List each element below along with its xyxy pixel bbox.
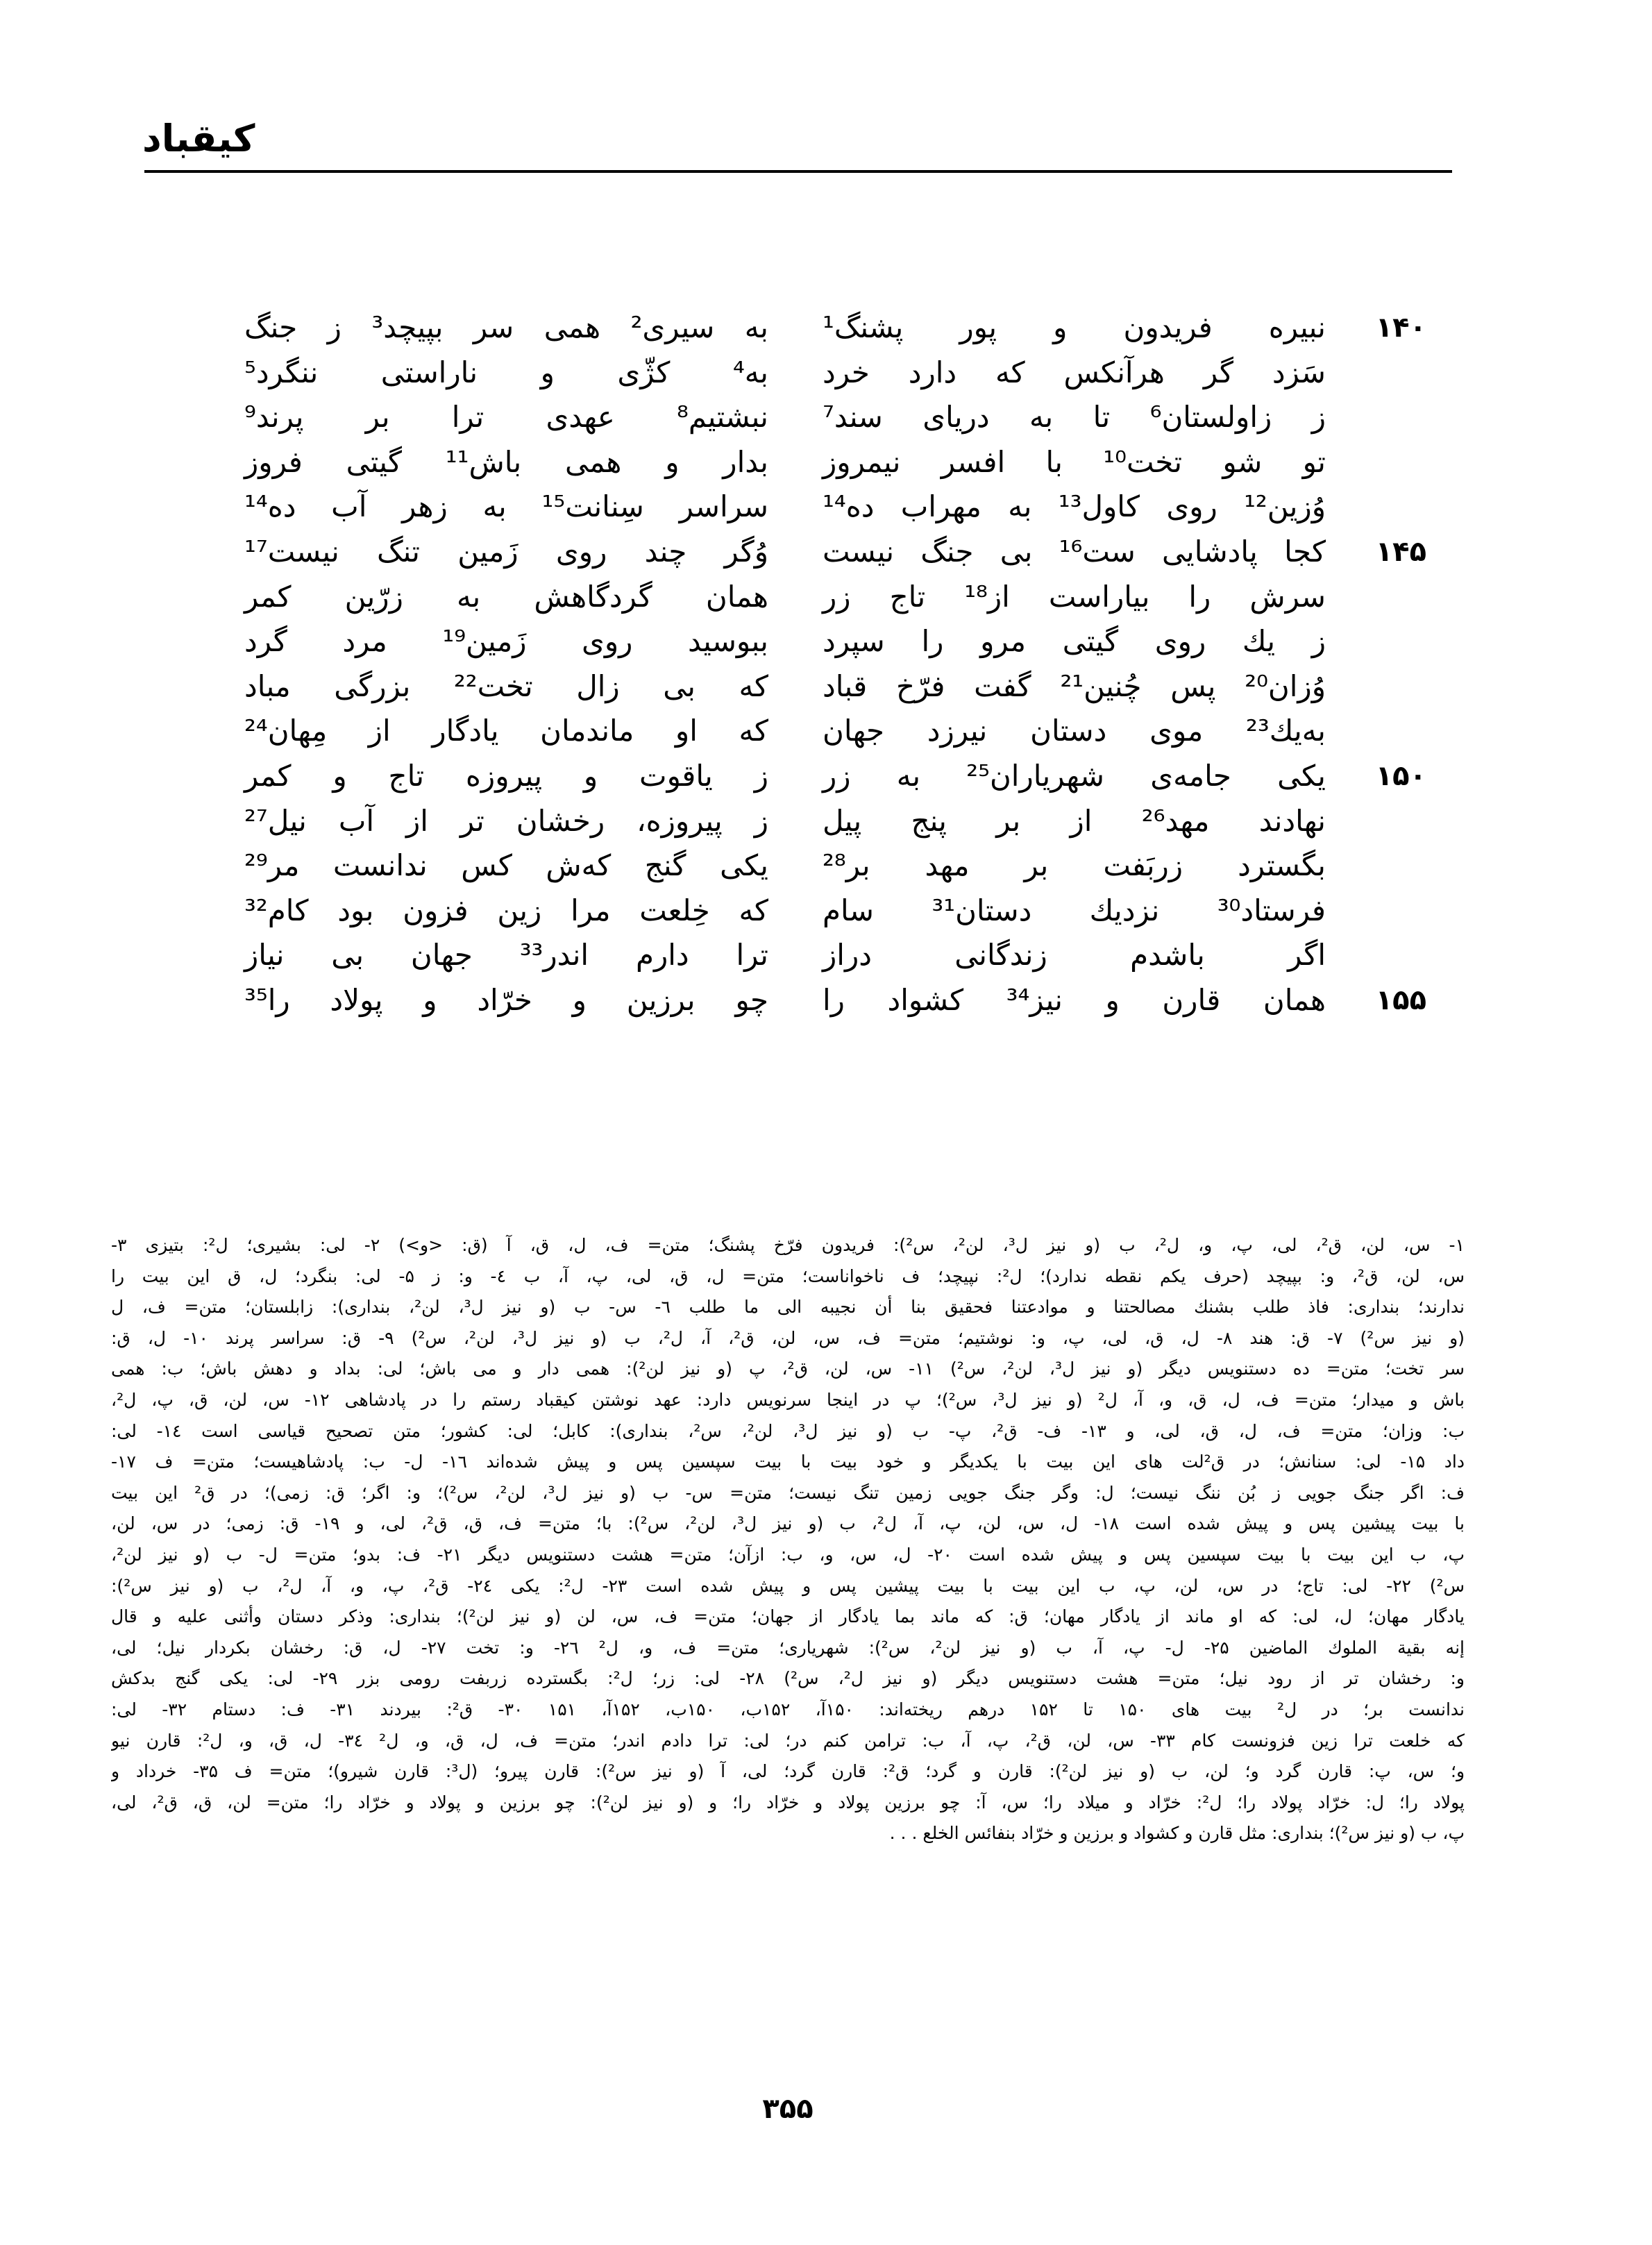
footnote-line: و: رخشان تر از رود نیل؛ متن= هشت دستنویس دیگر (و نیز ل²، س²) ۲۸- لی: زر؛ ل²: بگسترده زربفت رومی بزر ۲۹- لی: یکی گنج بدکش — [111, 1668, 1465, 1689]
footnote-line: س، لن، ق²، و: بپیچد (حرف یکم نقطه ندارد)؛ ل²: نپیچد؛ ف ناخواناست؛ متن= ل، ق، لی، پ، آ، ب ٤- و: ز ۵- لی: بنگرد؛ ل، ق این بیت را — [111, 1266, 1465, 1286]
hemistich: وُزان²⁰ پس چُنین²¹ گفت فرّخ قباد — [823, 669, 1326, 703]
hemistich: سَزد گر هرآنکس که دارد خرد — [823, 355, 1326, 389]
hemistich: همان قارن و نیز³⁴ کشواد را — [823, 982, 1326, 1017]
footnote-line: سر تخت؛ متن= ده دستنویس دیگر (و نیز ل³، لن²، س²) ۱۱- س، لن، ق²، پ (و نیز لن²): همی دار و می باش؛ لی: بداد و دهش باش؛ ب: همی — [111, 1359, 1465, 1379]
hemistich: ترا دارم اندر³³ جهان بی نیاز — [244, 938, 768, 973]
hemistich: ز زاولستان⁶ تا به دریای سند⁷ — [823, 400, 1326, 435]
footnote-line: پولاد را؛ ل: خرّاد پولاد را؛ ل²: خرّاد و میلاد را؛ س، آ: چو برزین پولاد و خرّاد را؛ و (و نیز لن²): چو برزین و پولاد و خرّاد را؛ متن= لن، ق، ق²، لی، — [111, 1792, 1465, 1813]
hemistich: نبیره فریدون و پور پشنگ¹ — [823, 310, 1326, 344]
hemistich: وُگر چند روی زَمین تنگ نیست¹⁷ — [244, 534, 768, 569]
hemistich: ز پیروزه، رخشان تر از آب نیل²⁷ — [244, 803, 768, 838]
footnotes — [111, 1230, 1465, 1849]
footnote-line: یادگار مهان؛ ل، لی: که او ماند از یادگار مهان؛ ق: که ماند بما یادگار از جهان؛ متن= ف، س، لن (و نیز لن²)؛ بنداری: وذکر دستان وأثنی علیه و قال — [111, 1606, 1465, 1627]
verse-column-right — [823, 305, 1326, 1023]
hemistich: ببوسید روی زَمین¹⁹ مرد گرد — [244, 624, 768, 659]
hemistich: تو شو تخت¹⁰ با افسر نیمروز — [823, 444, 1326, 479]
hemistich: ز یك روی گیتی مرو را سپرد — [823, 624, 1326, 659]
hemistich: که خِلعت مرا زین فزون بود کام³² — [244, 893, 768, 927]
hemistich: وُزین¹² روی کاول¹³ به مهراب ده¹⁴ — [823, 489, 1326, 524]
verse-number: ۱۵۰ — [1375, 760, 1426, 792]
hemistich: بەیك²³ موی دستان نیرزد جهان — [823, 714, 1326, 748]
hemistich: سرش را بیاراست از¹⁸ تاج زر — [823, 579, 1326, 614]
hemistich: بدار و همی باش¹¹ گیتی فروز — [244, 444, 768, 479]
footnote-line: ف: اگر جنگ جویی ز بُن ننگ نیست؛ ل: وگر جنگ جویی زمین تنگ نیست؛ متن= س- ب (و نیز ل³، لن²، س²)؛ و: اگر؛ ق: زمی)؛ در ق² این بیت — [111, 1482, 1465, 1503]
footnote-line: و؛ س، پ: قارن گرد و؛ لن، ب (و نیز لن²): قارن و گرد؛ ق²: قارن گرد؛ لی، آ (و نیز س²): قارن پیرو؛ (ل³: قارن شیرو)؛ متن= ف ۳۵- خرداد و — [111, 1761, 1465, 1782]
footnote-line: ندانست بر؛ در ل² بیت های ۱۵۰ تا ۱۵۲ درهم ریخته‌اند: ۱۵۰آ، ۱۵۲ب، ۱۵۰ب، ۱۵۲آ، ۱۵۱ ۳۰- ق²: بیردند ۳۱- ف: دستام ۳۲- لی: — [111, 1699, 1465, 1720]
hemistich: همان گردگاهش به زرّین کمر — [244, 579, 768, 614]
running-title: کیقباد — [142, 117, 255, 160]
page-number: ۳۵۵ — [762, 2093, 814, 2125]
hemistich: که او ماندمان یادگار از مِهان²⁴ — [244, 714, 768, 748]
hemistich: نبشتیم⁸ عهدی ترا بر پرند⁹ — [244, 400, 768, 435]
verse-number: ۱۴۰ — [1375, 312, 1426, 344]
hemistich: چو برزین و خرّاد و پولاد را³⁵ — [244, 982, 768, 1017]
footnote-line: ب: وزان؛ متن= ف، ل، ق، لی، و ۱۳- ف- ق²، پ- ب (و نیز ل³، لن²، س²، بنداری): کابل؛ لی: کشور؛ متن تصحیح قیاسی است ۱٤- لی: — [111, 1420, 1465, 1441]
footnote-line: س²) ۲۲- لی: تاج؛ در س، لن، پ، ب این بیت با بیت پیشین پس و پیش شده است ۲۳- ل²: یکی ۲٤- ق²، پ، و، آ، ل²، ب (و نیز س²): — [111, 1575, 1465, 1596]
hemistich: فرستاد³⁰ نزدیك دستان³¹ سام — [823, 893, 1326, 927]
hemistich: ز یاقوت و پیروزه تاج و کمر — [244, 758, 768, 793]
footnote-line: ندارند؛ بنداری: فاذ طلب بشنك مصالحتنا و موادعتنا فحقیق بنا أن نجیبه الی ما طلب ٦- س- ب (و نیز ل³، لن²، بنداری): زابلستان؛ متن= ف، ل — [111, 1297, 1465, 1318]
hemistich: سراسر سِنانت¹⁵ به زهر آب ده¹⁴ — [244, 489, 768, 524]
footnote-line: داد ۱۵- لی: سنانش؛ در ق²لت های این بیت با یکدیگر و خود بیت با بیت سپسین پس و پیش شده‌اند ۱٦- ل- ب: پادشاهیست؛ متن= ف ۱۷- — [111, 1452, 1465, 1472]
header-rule — [144, 170, 1452, 173]
footnote-line: باش و میدار؛ متن= ف، ل، ق، و، آ، ل² (و نیز ل³، س²)؛ پ در اینجا سرنویس دارد: عهد نوشتن کیقباد رستم را در پادشاهی ۱۲- س، لن، ق، پ، ل²، — [111, 1389, 1465, 1410]
footnote-line: با بیت پیشین پس و پیش شده است ۱۸- ل، س، لن، پ، آ، ل²، ب (و نیز ل³، لن²، س²): با؛ متن= ف، ق، ق²، لی، و ۱۹- ق: زمی؛ در س، لن، — [111, 1513, 1465, 1534]
hemistich: کجا پادشایی ست¹⁶ بی جنگ نیست — [823, 534, 1326, 569]
footnote-line: إنه بقیة الملوك الماضین ۲۵- ل- پ، آ، ب (و نیز لن²، س²): شهریاری؛ متن= ف، و، ل² ۲٦- و: تخت ۲۷- ل، ق: رخشان بکردار نیل؛ لی، — [111, 1637, 1465, 1658]
footnote-line: (و نیز س²) ۷- ق: هند ۸- ل، ق، لی، پ، و: نوشتیم؛ متن= ف، س، لن، ق²، آ، ل²، ب (و نیز ل³، لن²، س²) ۹- ق: سراسر پرند ۱۰- ل، ق: — [111, 1327, 1465, 1348]
hemistich: اگر باشدم زندگانی دراز — [823, 938, 1326, 973]
hemistich: به⁴ کژّی و ناراستی ننگرد⁵ — [244, 355, 768, 389]
hemistich: به سیری² همی سر بپیچد³ ز جنگ — [244, 310, 768, 344]
verse-column-left — [244, 305, 768, 1023]
footnote-line: پ، ب (و نیز س²)؛ بنداری: مثل قارن و کشواد و برزین و خرّاد بنفائس الخلع . . . — [889, 1823, 1465, 1844]
verse-number: ۱۵۵ — [1375, 984, 1426, 1016]
hemistich: یکی گنج کەش کس ندانست مر²⁹ — [244, 848, 768, 883]
footnote-line: که خلعت ترا زین فزونست کام ۳۳- س، لن، ق²، پ، آ، ب: ترامن کنم در؛ لی: ترا دادم اندر؛ متن= ف، ل، ق، و، ل² ۳٤- ل، ق، و، ل²: قارن نیو — [111, 1730, 1465, 1751]
footnote-line: ۱- س، لن، ق²، لی، پ، و، ل²، ب (و نیز ل³، لن²، س²): فریدون فرّخ پشنگ؛ متن= ف، ل، ق، آ (ق: <و>) ۲- لی: بشیری؛ ل²: بتیزی ۳- — [111, 1235, 1465, 1255]
footnote-line: پ، ب این بیت با بیت سپسین پس و پیش شده است ۲۰- ل، س، و، ب: ازآن؛ متن= هشت دستنویس دیگر ۲۱- ف: بدو؛ متن= ل- ب (و نیز لن²، — [111, 1544, 1465, 1565]
hemistich: که بی زال تخت²² بزرگی مباد — [244, 669, 768, 703]
hemistich: یکی جامەی شهریاران²⁵ به زر — [823, 758, 1326, 793]
verse-number: ۱۴۵ — [1375, 536, 1426, 568]
hemistich: بگسترد زربَفت بر مهد بر²⁸ — [823, 848, 1326, 883]
hemistich: نهادند مهد²⁶ از بر پنج پیل — [823, 803, 1326, 838]
